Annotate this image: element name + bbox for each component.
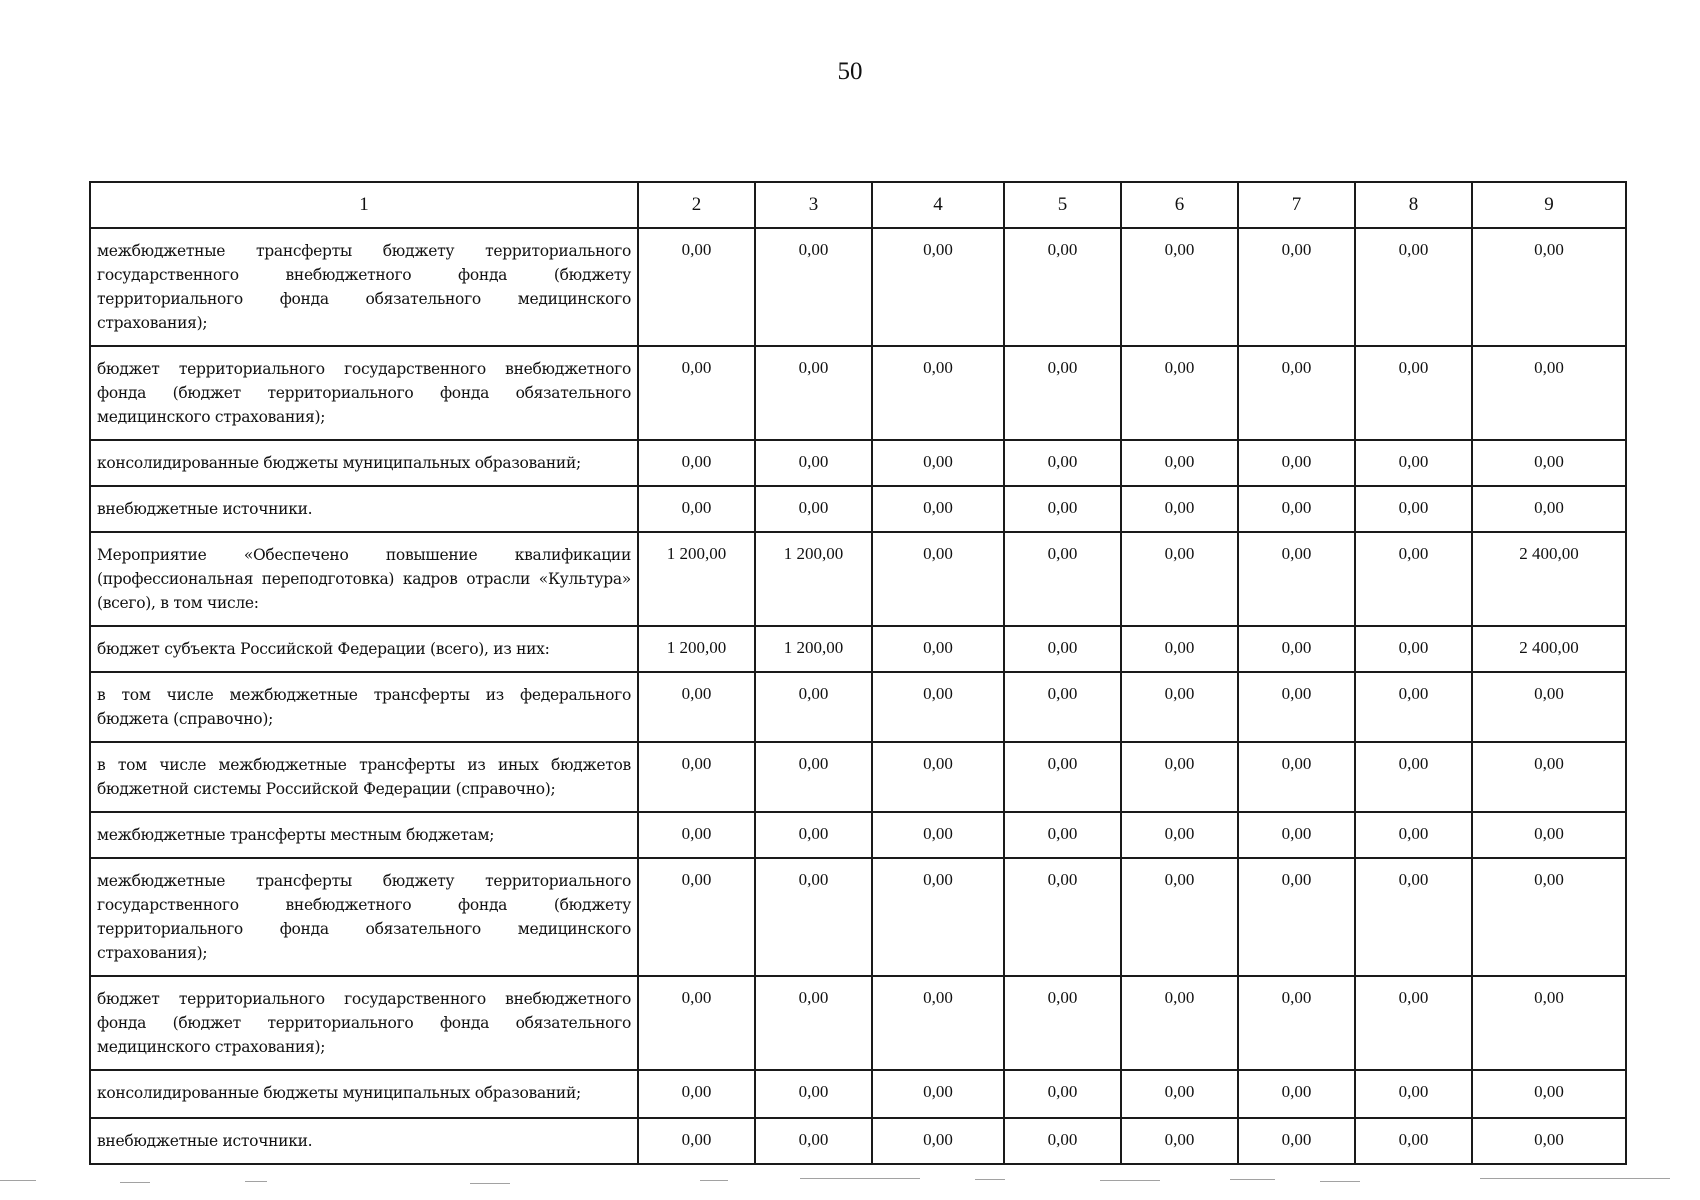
row-label: консолидированные бюджеты муниципальных образований; [90,1070,638,1118]
value-cell: 0,00 [1355,532,1472,626]
table-row [90,1070,1626,1118]
row-label: бюджет территориального государственного внебюджетного фонда (бюджет территориального фонда обязательного медицинского страхования); [90,976,638,1070]
value-cell: 0,00 [755,1070,872,1118]
value-cell: 0,00 [1355,228,1472,346]
value-cell: 0,00 [1238,228,1355,346]
value-cell: 0,00 [1355,1070,1472,1118]
table-row [90,672,1626,742]
table-row [90,486,1626,532]
value-cell: 0,00 [638,742,755,812]
value-cell: 0,00 [1472,742,1626,812]
value-cell: 0,00 [1121,626,1238,672]
value-cell: 0,00 [872,672,1004,742]
value-cell: 0,00 [1004,672,1121,742]
value-cell: 0,00 [872,626,1004,672]
value-cell: 0,00 [1121,228,1238,346]
row-label: внебюджетные источники. [90,486,638,532]
value-cell: 0,00 [755,440,872,486]
value-cell: 0,00 [1121,1070,1238,1118]
value-cell: 0,00 [1004,1118,1121,1164]
value-cell: 0,00 [638,1070,755,1118]
value-cell: 0,00 [1121,742,1238,812]
value-cell: 0,00 [755,976,872,1070]
value-cell: 0,00 [872,346,1004,440]
value-cell: 0,00 [638,228,755,346]
value-cell: 1 200,00 [755,626,872,672]
value-cell: 0,00 [1355,812,1472,858]
table-row [90,976,1626,1070]
value-cell: 0,00 [1472,1070,1626,1118]
value-cell: 0,00 [872,858,1004,976]
value-cell: 0,00 [1004,742,1121,812]
column-header: 7 [1238,182,1355,228]
value-cell: 0,00 [1238,858,1355,976]
value-cell: 0,00 [1238,532,1355,626]
value-cell: 0,00 [1121,346,1238,440]
value-cell: 0,00 [872,742,1004,812]
value-cell: 0,00 [1004,346,1121,440]
value-cell: 0,00 [638,672,755,742]
value-cell: 0,00 [1472,486,1626,532]
value-cell: 0,00 [872,440,1004,486]
table-row [90,532,1626,626]
value-cell: 0,00 [1238,440,1355,486]
value-cell: 0,00 [1355,626,1472,672]
value-cell: 0,00 [1004,228,1121,346]
value-cell: 0,00 [755,858,872,976]
value-cell: 0,00 [1121,976,1238,1070]
value-cell: 0,00 [1121,532,1238,626]
value-cell: 0,00 [872,1118,1004,1164]
value-cell: 0,00 [1472,440,1626,486]
column-header: 8 [1355,182,1472,228]
value-cell: 0,00 [755,812,872,858]
value-cell: 0,00 [1238,626,1355,672]
value-cell: 0,00 [1355,976,1472,1070]
value-cell: 0,00 [1472,228,1626,346]
value-cell: 0,00 [1472,812,1626,858]
value-cell: 2 400,00 [1472,532,1626,626]
value-cell: 0,00 [638,976,755,1070]
header-row [90,182,1626,228]
value-cell: 0,00 [872,1070,1004,1118]
table-row [90,440,1626,486]
value-cell: 0,00 [1238,976,1355,1070]
column-header: 5 [1004,182,1121,228]
value-cell: 0,00 [1355,858,1472,976]
value-cell: 0,00 [1121,672,1238,742]
value-cell: 0,00 [755,672,872,742]
column-header: 6 [1121,182,1238,228]
table-row [90,858,1626,976]
value-cell: 0,00 [1004,976,1121,1070]
table-row [90,626,1626,672]
value-cell: 0,00 [1004,626,1121,672]
table-row [90,1118,1626,1164]
value-cell: 0,00 [1472,1118,1626,1164]
table-header [90,182,1626,228]
column-header: 3 [755,182,872,228]
value-cell: 0,00 [1238,742,1355,812]
table-row [90,742,1626,812]
value-cell: 0,00 [872,976,1004,1070]
value-cell: 0,00 [1238,672,1355,742]
value-cell: 0,00 [872,812,1004,858]
value-cell: 0,00 [638,440,755,486]
table-row [90,812,1626,858]
value-cell: 0,00 [1472,672,1626,742]
value-cell: 0,00 [755,486,872,532]
value-cell: 0,00 [638,346,755,440]
column-header: 4 [872,182,1004,228]
value-cell: 0,00 [755,1118,872,1164]
value-cell: 0,00 [1355,1118,1472,1164]
value-cell: 0,00 [1121,1118,1238,1164]
value-cell: 1 200,00 [755,532,872,626]
value-cell: 0,00 [1004,532,1121,626]
column-header: 2 [638,182,755,228]
page-number: 50 [837,58,863,85]
value-cell: 0,00 [1004,858,1121,976]
value-cell: 0,00 [1355,486,1472,532]
value-cell: 0,00 [1472,976,1626,1070]
column-header: 1 [90,182,638,228]
value-cell: 0,00 [638,486,755,532]
value-cell: 0,00 [638,1118,755,1164]
row-label: внебюджетные источники. [90,1118,638,1164]
value-cell: 0,00 [755,346,872,440]
value-cell: 0,00 [1004,1070,1121,1118]
row-label: межбюджетные трансферты бюджету территориального государственного внебюджетного фонда (бюджету территориального фонда обязательного медицинского страхования); [90,858,638,976]
value-cell: 0,00 [1121,858,1238,976]
row-label: консолидированные бюджеты муниципальных образований; [90,440,638,486]
value-cell: 0,00 [755,742,872,812]
value-cell: 1 200,00 [638,626,755,672]
row-label: бюджет территориального государственного внебюджетного фонда (бюджет территориального фонда обязательного медицинского страхования); [90,346,638,440]
table-row [90,346,1626,440]
value-cell: 0,00 [1238,1118,1355,1164]
row-label: Мероприятие «Обеспечено повышение квалификации (профессиональная переподготовка) кадров отрасли «Культура» (всего), в том числе: [90,532,638,626]
column-header: 9 [1472,182,1626,228]
value-cell: 1 200,00 [638,532,755,626]
value-cell: 0,00 [1238,486,1355,532]
value-cell: 0,00 [1238,1070,1355,1118]
value-cell: 0,00 [1472,858,1626,976]
value-cell: 2 400,00 [1472,626,1626,672]
value-cell: 0,00 [1004,440,1121,486]
value-cell: 0,00 [872,228,1004,346]
value-cell: 0,00 [638,858,755,976]
row-label: в том числе межбюджетные трансферты из федерального бюджета (справочно); [90,672,638,742]
row-label: межбюджетные трансферты местным бюджетам; [90,812,638,858]
row-label: бюджет субъекта Российской Федерации (всего), из них: [90,626,638,672]
scan-edge-marks [0,1178,1700,1188]
value-cell: 0,00 [872,486,1004,532]
value-cell: 0,00 [1472,346,1626,440]
value-cell: 0,00 [1121,486,1238,532]
budget-table [89,181,1627,1165]
value-cell: 0,00 [1355,742,1472,812]
value-cell: 0,00 [1238,346,1355,440]
value-cell: 0,00 [755,228,872,346]
value-cell: 0,00 [1355,672,1472,742]
row-label: межбюджетные трансферты бюджету территориального государственного внебюджетного фонда (бюджету территориального фонда обязательного медицинского страхования); [90,228,638,346]
table-body [90,228,1626,1164]
value-cell: 0,00 [1121,812,1238,858]
value-cell: 0,00 [1238,812,1355,858]
value-cell: 0,00 [1004,486,1121,532]
value-cell: 0,00 [1004,812,1121,858]
row-label: в том числе межбюджетные трансферты из иных бюджетов бюджетной системы Российской Федерации (справочно); [90,742,638,812]
value-cell: 0,00 [638,812,755,858]
table-row [90,228,1626,346]
value-cell: 0,00 [1355,346,1472,440]
value-cell: 0,00 [1121,440,1238,486]
value-cell: 0,00 [872,532,1004,626]
value-cell: 0,00 [1355,440,1472,486]
